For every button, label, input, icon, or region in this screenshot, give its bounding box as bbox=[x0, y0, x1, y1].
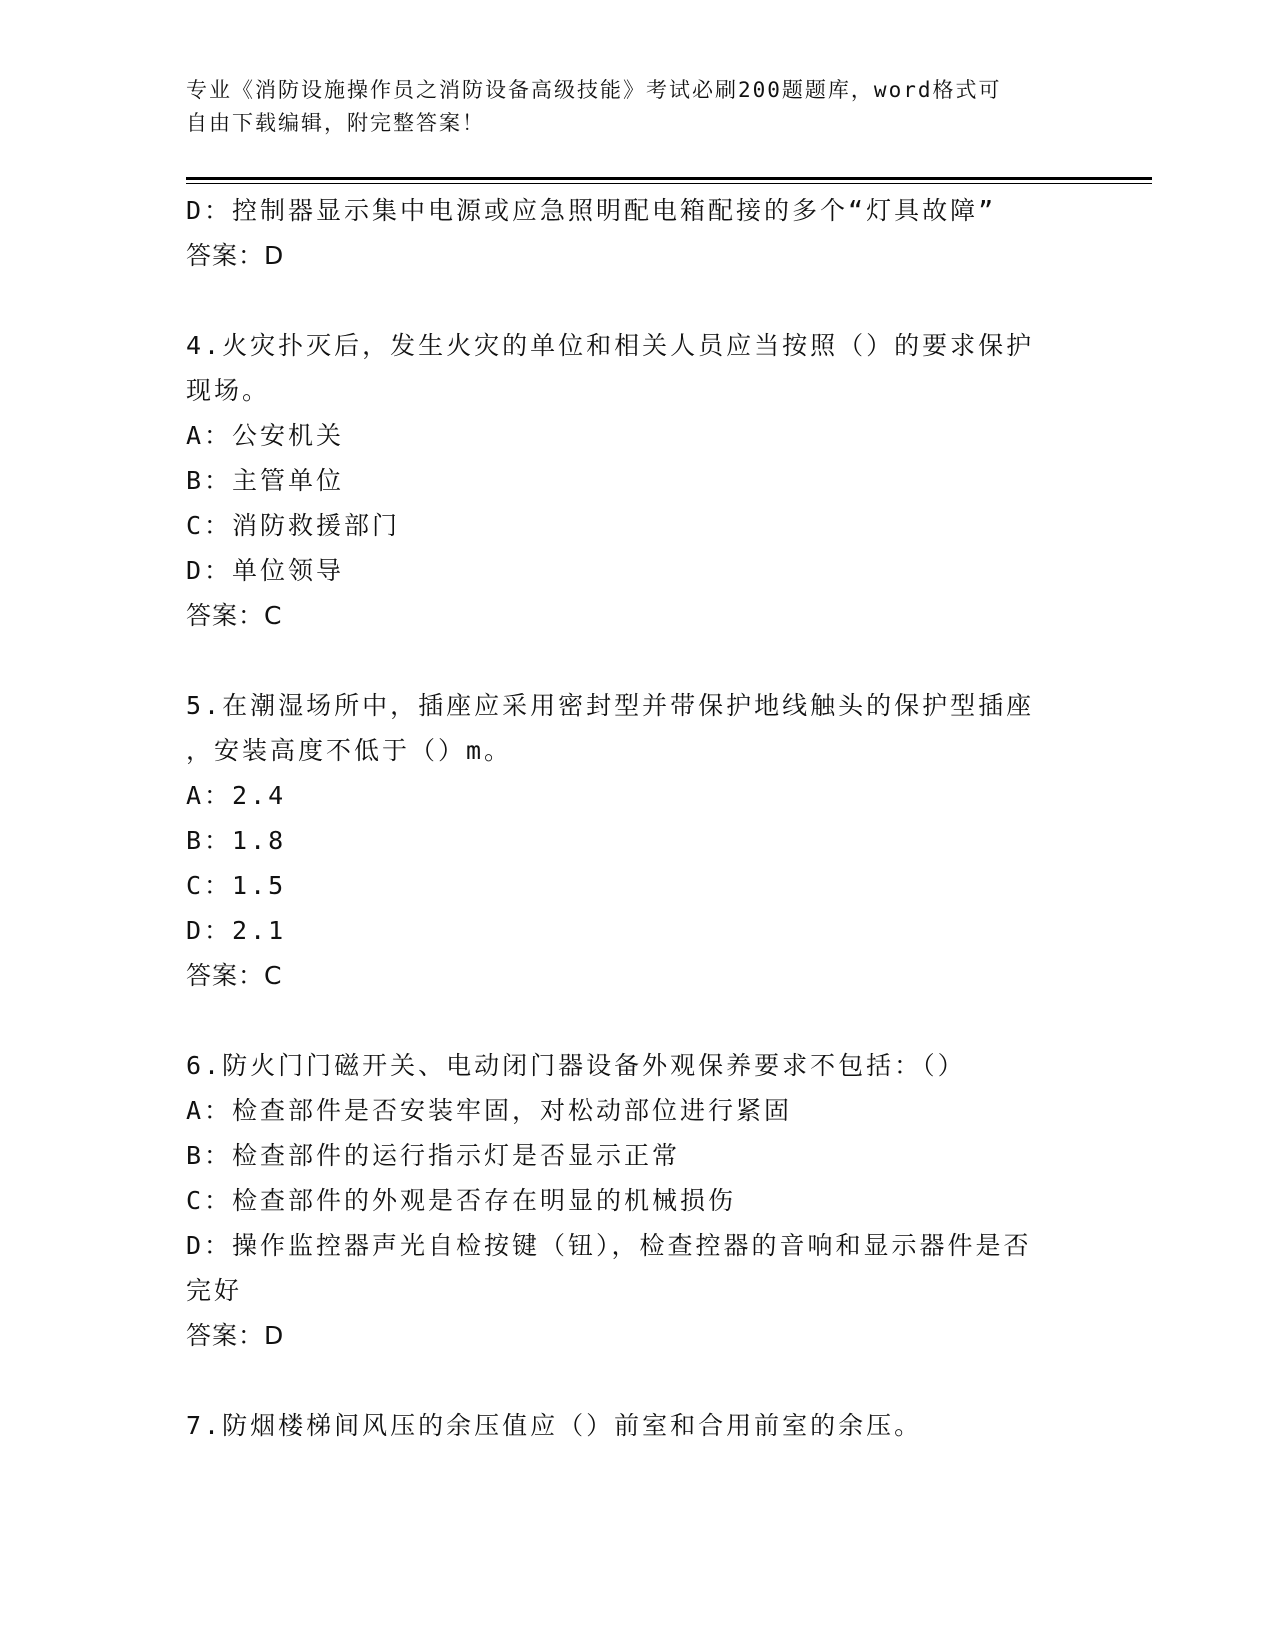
answer: 答案：C bbox=[186, 601, 283, 630]
option-d: D：操作监控器声光自检按键（钮），检查控器的音响和显示器件是否 bbox=[186, 1231, 1032, 1260]
answer: 答案：D bbox=[186, 1321, 285, 1350]
question-4 bbox=[186, 323, 1086, 638]
answer: 答案：D bbox=[186, 241, 285, 270]
option-a: A：2.4 bbox=[186, 781, 287, 810]
question-6 bbox=[186, 1043, 1086, 1358]
option-b: B：主管单位 bbox=[186, 466, 345, 495]
question-list bbox=[186, 188, 1086, 1448]
option-d: D：2.1 bbox=[186, 916, 287, 945]
question-stem: 4.火灾扑灭后，发生火灾的单位和相关人员应当按照（）的要求保护 bbox=[186, 331, 1035, 360]
option-d: D：控制器显示集中电源或应急照明配电箱配接的多个“灯具故障” bbox=[186, 196, 997, 225]
option-c: C：检查部件的外观是否存在明显的机械损伤 bbox=[186, 1186, 737, 1215]
option-b: B：检查部件的运行指示灯是否显示正常 bbox=[186, 1141, 681, 1170]
option-b: B：1.8 bbox=[186, 826, 287, 855]
question-3-tail bbox=[186, 188, 1086, 278]
document-header bbox=[186, 74, 1066, 140]
header-rule-thick bbox=[186, 177, 1152, 180]
question-stem: 5.在潮湿场所中，插座应采用密封型并带保护地线触头的保护型插座 bbox=[186, 691, 1035, 720]
option-d-continued: 完好 bbox=[186, 1276, 243, 1305]
spacer bbox=[186, 1358, 1086, 1403]
question-5 bbox=[186, 683, 1086, 998]
option-a: A：检查部件是否安装牢固，对松动部位进行紧固 bbox=[186, 1096, 793, 1125]
question-stem: 现场。 bbox=[186, 376, 271, 405]
spacer bbox=[186, 278, 1086, 323]
question-stem: 7.防烟楼梯间风压的余压值应（）前室和合用前室的余压。 bbox=[186, 1411, 923, 1440]
spacer bbox=[186, 638, 1086, 683]
header-rule-thin bbox=[186, 183, 1152, 184]
header-line-1: 专业《消防设施操作员之消防设备高级技能》考试必刷200题题库，word格式可 bbox=[186, 78, 1002, 102]
question-7 bbox=[186, 1403, 1086, 1448]
question-stem: ，安装高度不低于（）m。 bbox=[186, 736, 513, 765]
answer: 答案：C bbox=[186, 961, 283, 990]
option-d: D：单位领导 bbox=[186, 556, 345, 585]
question-stem: 6.防火门门磁开关、电动闭门器设备外观保养要求不包括：（） bbox=[186, 1051, 966, 1080]
header-line-2: 自由下载编辑，附完整答案！ bbox=[186, 111, 485, 135]
option-a: A：公安机关 bbox=[186, 421, 345, 450]
option-c: C：1.5 bbox=[186, 871, 287, 900]
spacer bbox=[186, 998, 1086, 1043]
option-c: C：消防救援部门 bbox=[186, 511, 401, 540]
